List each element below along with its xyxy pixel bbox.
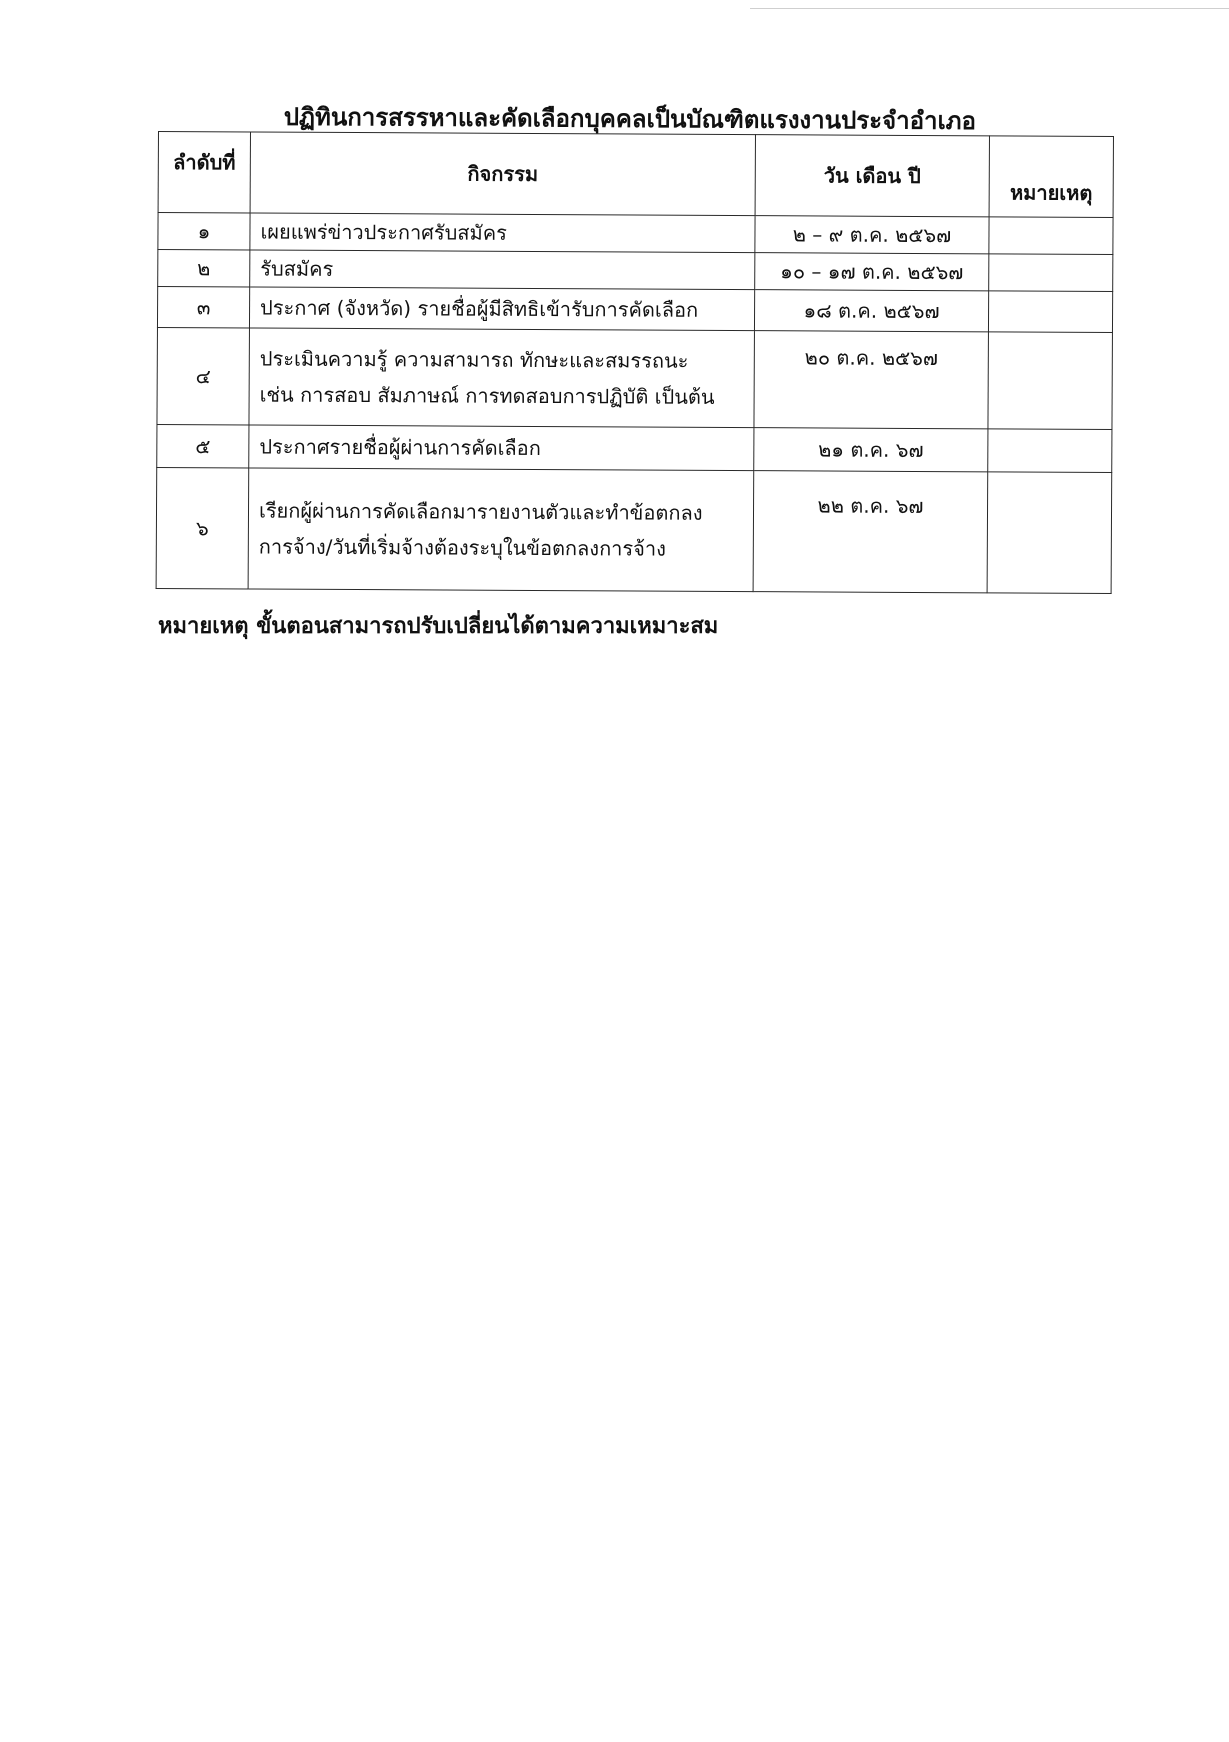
row-note xyxy=(988,429,1112,473)
document-title: ปฏิทินการสรรหาและคัดเลือกบุคคลเป็นบัณฑิตแรงงานประจำอำเภอ xyxy=(283,102,977,136)
row-number: ๑ xyxy=(158,213,250,250)
footnote-text: ขั้นตอนสามารถปรับเปลี่ยนได้ตามความเหมาะสม xyxy=(256,614,719,639)
header-note: หมายเหตุ xyxy=(989,136,1113,218)
table-row xyxy=(157,327,1112,429)
schedule-table-wrapper xyxy=(156,131,1113,594)
row-note xyxy=(987,472,1112,594)
row-note xyxy=(988,332,1113,430)
activity-line: เช่น การสอบ สัมภาษณ์ การทดสอบการปฏิบัติ เป็นต้น xyxy=(259,382,715,409)
row-note xyxy=(988,291,1112,333)
header-date: วัน เดือน ปี xyxy=(755,135,989,217)
activity-line: เรียกผู้ผ่านการคัดเลือกมารายงานตัวและทำข้อตกลง xyxy=(258,498,703,525)
row-date: ๒ – ๙ ต.ค. ๒๕๖๗ xyxy=(755,216,989,254)
row-number: ๖ xyxy=(156,467,249,588)
row-activity xyxy=(250,213,755,253)
header-activity: กิจกรรม xyxy=(250,132,755,216)
row-activity xyxy=(248,468,754,592)
header-no: ลำดับที่ xyxy=(158,132,250,213)
table-row xyxy=(158,213,1113,255)
row-activity xyxy=(249,425,754,471)
row-date: ๒๒ ต.ค. ๖๗ xyxy=(753,471,988,593)
row-number: ๕ xyxy=(157,424,249,467)
table-header-row xyxy=(158,132,1113,218)
activity-line: ประกาศ (จังหวัด) รายชื่อผู้มีสิทธิเข้ารับการคัดเลือก xyxy=(260,295,699,322)
footnote xyxy=(158,608,718,643)
table-row xyxy=(157,287,1112,333)
activity-line: ประกาศรายชื่อผู้ผ่านการคัดเลือก xyxy=(259,434,541,461)
activity-line: การจ้าง/วันที่เริ่มจ้างต้องระบุในข้อตกลงการจ้าง xyxy=(258,534,666,561)
row-date: ๒๐ ต.ค. ๒๕๖๗ xyxy=(754,331,989,429)
row-activity xyxy=(249,287,754,331)
row-activity xyxy=(249,328,755,428)
table-row xyxy=(157,424,1112,472)
scan-edge-line xyxy=(750,8,1229,9)
row-date: ๑๘ ต.ค. ๒๕๖๗ xyxy=(754,290,988,332)
activity-line: รับสมัคร xyxy=(260,256,334,281)
row-number: ๔ xyxy=(157,327,250,424)
row-note xyxy=(989,217,1113,255)
table-row xyxy=(158,250,1113,292)
row-number: ๓ xyxy=(157,287,249,328)
row-activity xyxy=(250,250,755,290)
activity-line: เผยแพร่ข่าวประกาศรับสมัคร xyxy=(260,219,507,245)
table-row xyxy=(156,467,1112,593)
row-note xyxy=(989,254,1113,292)
row-number: ๒ xyxy=(158,250,250,287)
row-date: ๑๐ – ๑๗ ต.ค. ๒๕๖๗ xyxy=(755,253,989,291)
activity-line: ประเมินความรู้ ความสามารถ ทักษะและสมรรถนะ xyxy=(259,346,689,373)
row-date: ๒๑ ต.ค. ๖๗ xyxy=(754,428,988,472)
footnote-label: หมายเหตุ xyxy=(158,614,249,639)
schedule-table xyxy=(156,131,1114,594)
